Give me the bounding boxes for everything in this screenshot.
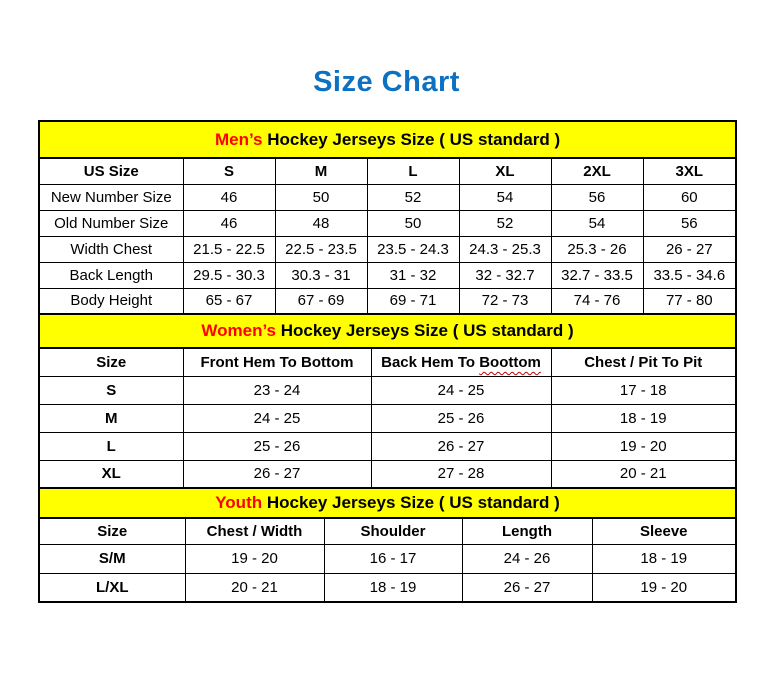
- row-label: S: [39, 376, 183, 404]
- size-cell: 27 - 28: [371, 460, 551, 488]
- size-cell: 46: [183, 210, 275, 236]
- back-hem-label: Back Hem To: [381, 353, 480, 371]
- row-label: XL: [39, 460, 183, 488]
- row-label: Back Length: [39, 262, 183, 288]
- row-label: New Number Size: [39, 184, 183, 210]
- mens-column-header-row: [39, 158, 736, 184]
- size-cell: 67 - 69: [275, 288, 367, 314]
- table-row: [39, 288, 736, 314]
- size-cell: 32 - 32.7: [459, 262, 551, 288]
- size-cell: 25 - 26: [183, 432, 371, 460]
- womens-column-header-row: [39, 348, 736, 376]
- column-header: Sleeve: [592, 518, 736, 544]
- column-header: US Size: [39, 158, 183, 184]
- mens-section-title: Hockey Jerseys Size ( US standard ): [262, 129, 561, 149]
- mens-section-accent: Men’s: [214, 129, 263, 149]
- size-cell: 31 - 32: [367, 262, 459, 288]
- size-cell: 32.7 - 33.5: [551, 262, 643, 288]
- size-cell: 17 - 18: [551, 376, 736, 404]
- size-cell: 21.5 - 22.5: [183, 236, 275, 262]
- page-title: Size Chart: [313, 66, 460, 98]
- size-cell: 56: [551, 184, 643, 210]
- column-header: Front Hem To Bottom: [183, 348, 371, 376]
- size-cell: 23.5 - 24.3: [367, 236, 459, 262]
- size-cell: 18 - 19: [324, 573, 462, 602]
- size-cell: 46: [183, 184, 275, 210]
- size-cell: 19 - 20: [592, 573, 736, 602]
- column-header: M: [275, 158, 367, 184]
- size-cell: 54: [551, 210, 643, 236]
- row-label: Body Height: [39, 288, 183, 314]
- size-cell: 26 - 27: [371, 432, 551, 460]
- table-row: [39, 432, 736, 460]
- size-cell: 50: [367, 210, 459, 236]
- size-cell: 26 - 27: [183, 460, 371, 488]
- womens-section-header: [39, 314, 736, 348]
- size-cell: 20 - 21: [185, 573, 324, 602]
- column-header: Size: [39, 518, 185, 544]
- column-header: Size: [39, 348, 183, 376]
- size-cell: 26 - 27: [643, 236, 736, 262]
- row-label: Width Chest: [39, 236, 183, 262]
- column-header: Chest / Pit To Pit: [551, 348, 736, 376]
- table-row: [39, 236, 736, 262]
- womens-section-title: Hockey Jerseys Size ( US standard ): [276, 321, 574, 340]
- size-cell: 25.3 - 26: [551, 236, 643, 262]
- youth-section-accent: Youth: [215, 493, 263, 512]
- table-row: [39, 460, 736, 488]
- size-cell: 29.5 - 30.3: [183, 262, 275, 288]
- table-row: [39, 544, 736, 573]
- youth-section-header: [39, 488, 736, 518]
- womens-size-table: [38, 313, 737, 489]
- column-header: S: [183, 158, 275, 184]
- size-cell: 74 - 76: [551, 288, 643, 314]
- size-cell: 52: [459, 210, 551, 236]
- size-cell: 77 - 80: [643, 288, 736, 314]
- size-cell: 25 - 26: [371, 404, 551, 432]
- size-cell: 24 - 25: [371, 376, 551, 404]
- size-cell: 16 - 17: [324, 544, 462, 573]
- size-cell: 23 - 24: [183, 376, 371, 404]
- size-cell: 54: [459, 184, 551, 210]
- size-cell: 22.5 - 23.5: [275, 236, 367, 262]
- womens-section-accent: Women’s: [201, 321, 276, 340]
- misspelled-word: Boottom: [479, 353, 541, 371]
- table-row: [39, 262, 736, 288]
- size-cell: 56: [643, 210, 736, 236]
- size-cell: 72 - 73: [459, 288, 551, 314]
- row-label: S/M: [39, 544, 185, 573]
- table-row: [39, 184, 736, 210]
- column-header-back-hem: [371, 348, 551, 376]
- mens-section-header: [39, 121, 736, 158]
- size-cell: 18 - 19: [551, 404, 736, 432]
- row-label: M: [39, 404, 183, 432]
- column-header: Length: [462, 518, 592, 544]
- size-cell: 50: [275, 184, 367, 210]
- youth-size-table: [38, 487, 737, 603]
- size-cell: 65 - 67: [183, 288, 275, 314]
- size-cell: 60: [643, 184, 736, 210]
- column-header: L: [367, 158, 459, 184]
- row-label: L/XL: [39, 573, 185, 602]
- column-header: XL: [459, 158, 551, 184]
- size-tables: [38, 120, 735, 603]
- size-cell: 19 - 20: [185, 544, 324, 573]
- size-cell: 30.3 - 31: [275, 262, 367, 288]
- size-cell: 20 - 21: [551, 460, 736, 488]
- row-label: Old Number Size: [39, 210, 183, 236]
- table-row: [39, 404, 736, 432]
- column-header: 2XL: [551, 158, 643, 184]
- size-cell: 19 - 20: [551, 432, 736, 460]
- size-cell: 24.3 - 25.3: [459, 236, 551, 262]
- youth-section-title: Hockey Jerseys Size ( US standard ): [262, 493, 560, 512]
- column-header: Chest / Width: [185, 518, 324, 544]
- size-cell: 52: [367, 184, 459, 210]
- column-header: 3XL: [643, 158, 736, 184]
- size-cell: 24 - 26: [462, 544, 592, 573]
- size-cell: 33.5 - 34.6: [643, 262, 736, 288]
- row-label: L: [39, 432, 183, 460]
- size-cell: 69 - 71: [367, 288, 459, 314]
- table-row: [39, 376, 736, 404]
- table-row: [39, 210, 736, 236]
- womens-section-header-row: [39, 314, 736, 348]
- size-cell: 26 - 27: [462, 573, 592, 602]
- table-row: [39, 573, 736, 602]
- column-header: Shoulder: [324, 518, 462, 544]
- size-cell: 48: [275, 210, 367, 236]
- youth-column-header-row: [39, 518, 736, 544]
- size-cell: 24 - 25: [183, 404, 371, 432]
- mens-size-table: [38, 120, 737, 315]
- mens-section-header-row: [39, 121, 736, 158]
- youth-section-header-row: [39, 488, 736, 518]
- size-cell: 18 - 19: [592, 544, 736, 573]
